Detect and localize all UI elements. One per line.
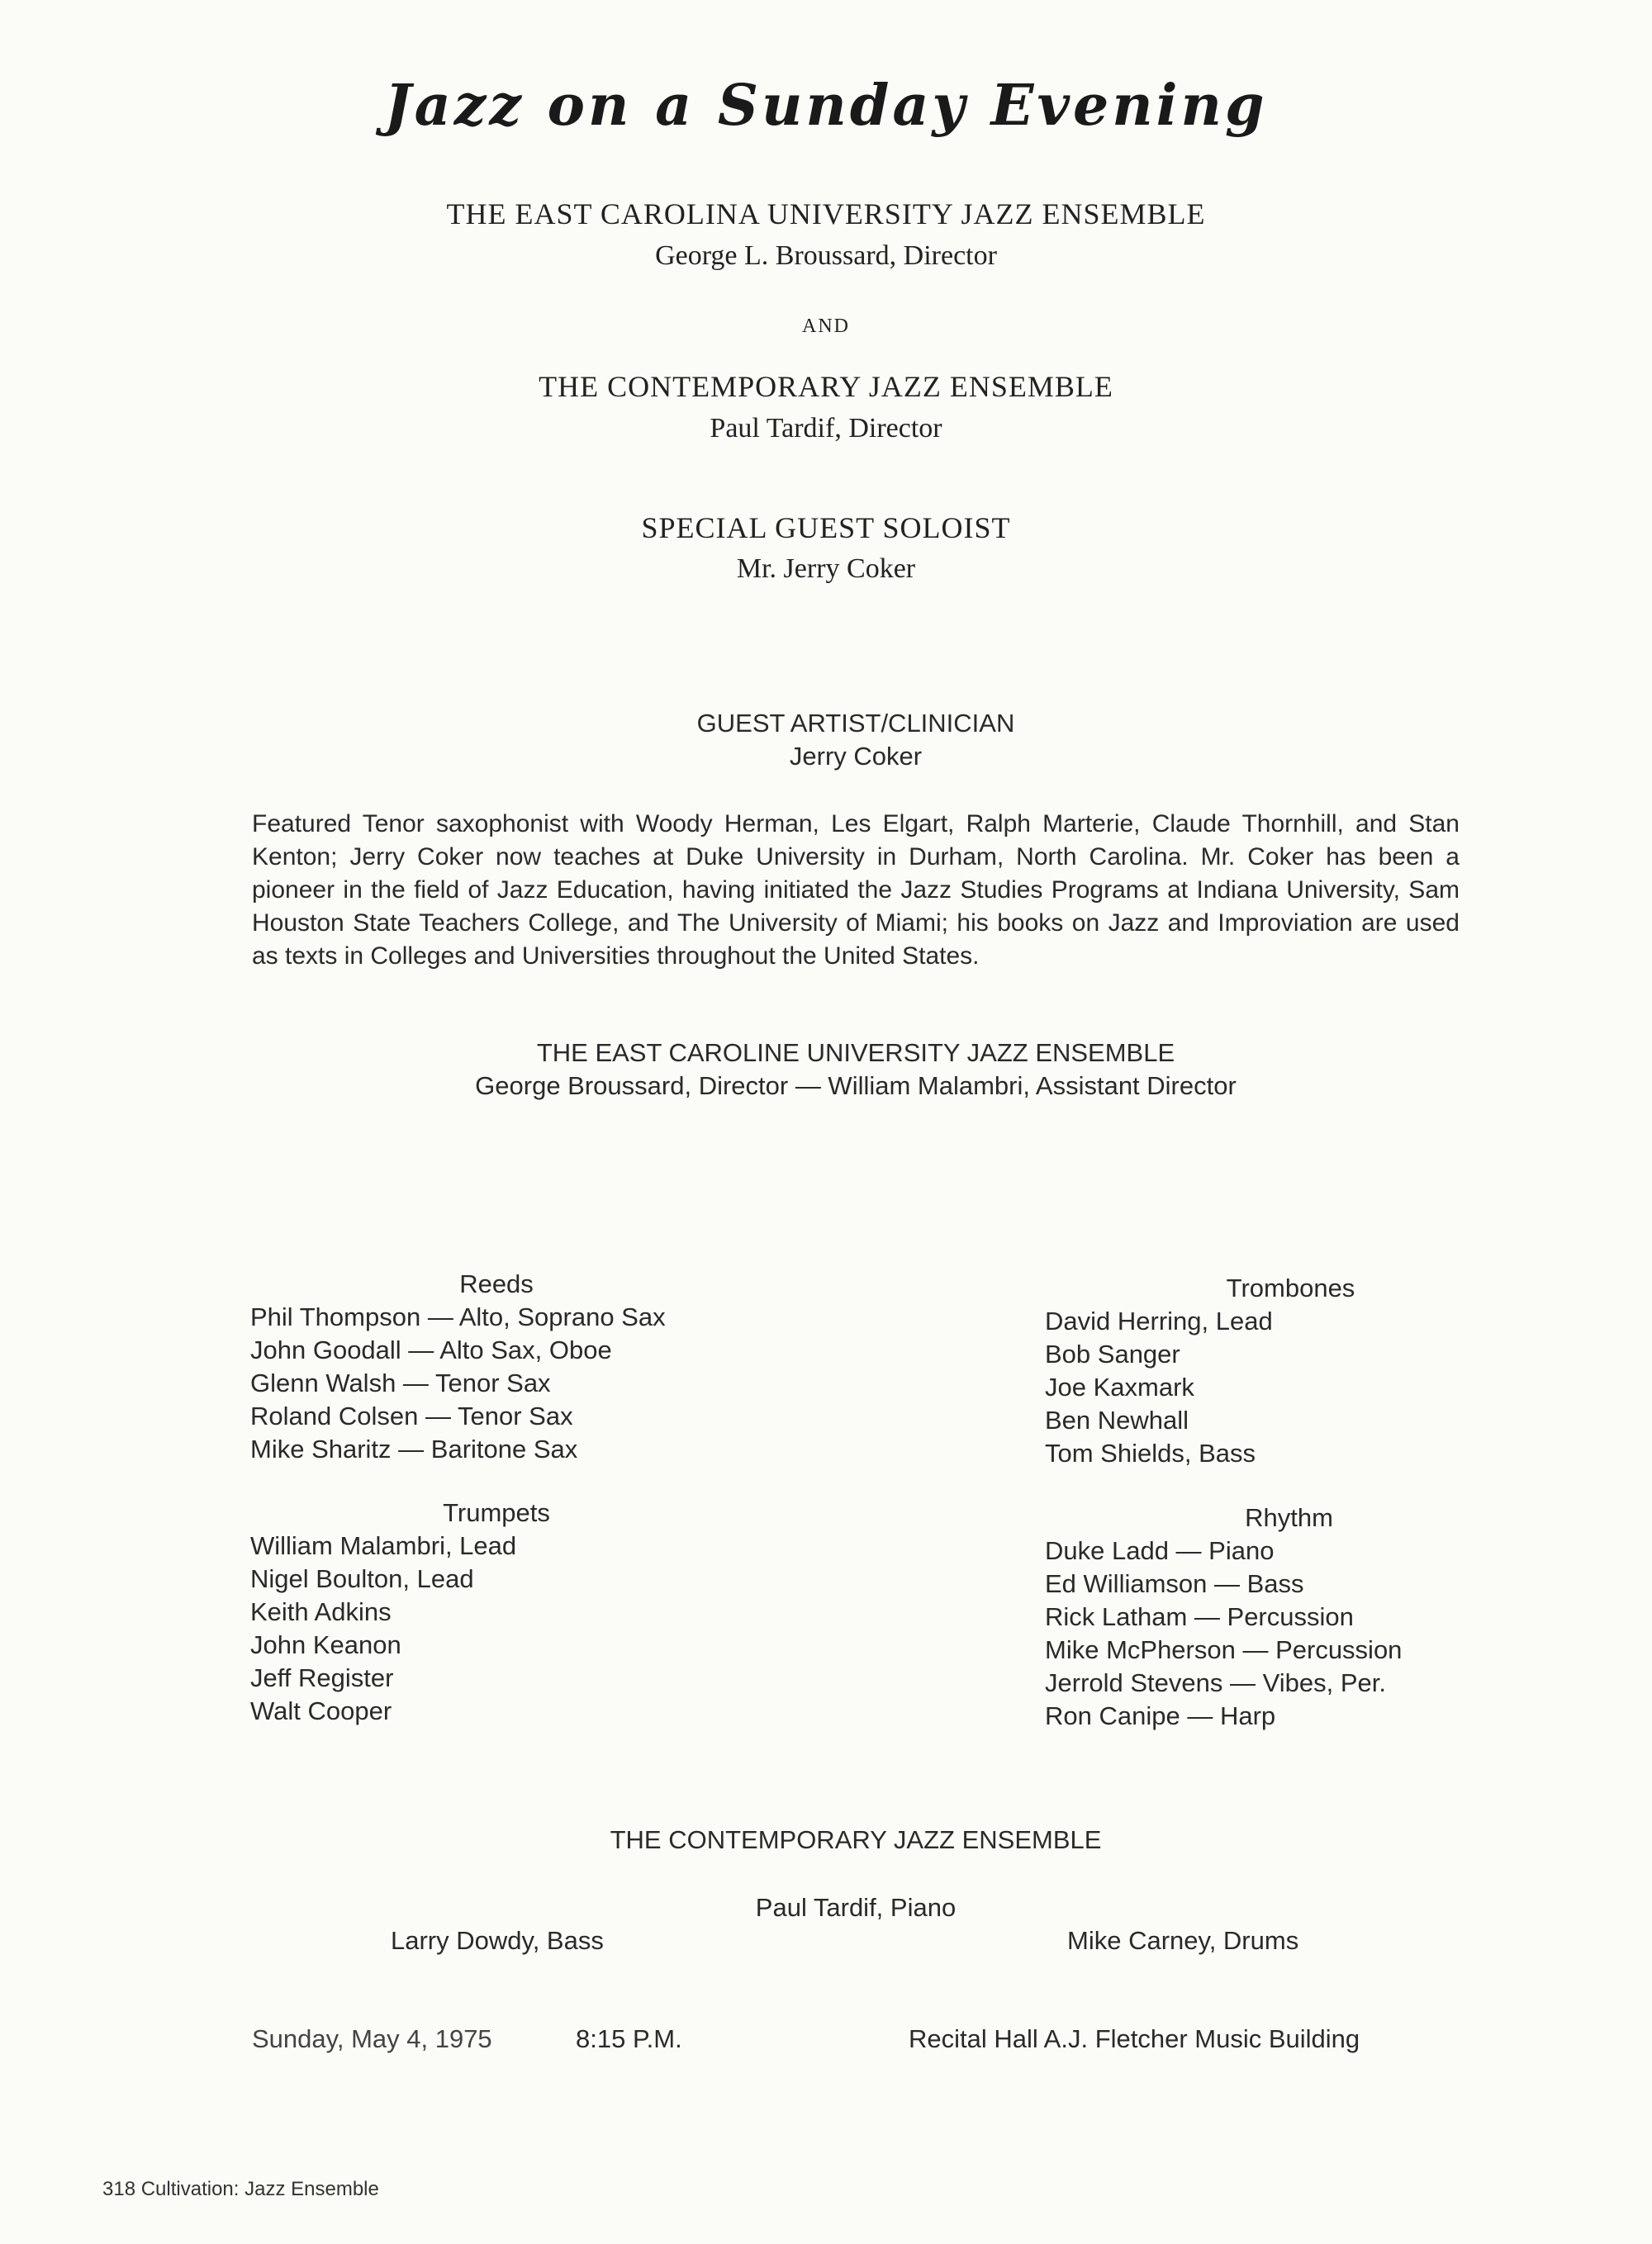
member-item: Ron Canipe — Harp [1045, 1701, 1276, 1730]
section-heading: Rhythm [1245, 1503, 1333, 1532]
guest-artist-name: Jerry Coker [789, 742, 923, 771]
member-item: Keith Adkins [250, 1597, 392, 1626]
member-item: Roland Colsen — Tenor Sax [250, 1402, 573, 1430]
member-list [1045, 1535, 1458, 1733]
member-item: Tom Shields, Bass [1045, 1439, 1256, 1468]
section-rhythm [1045, 1502, 1458, 1733]
member-item: Rick Latham — Percussion [1045, 1602, 1354, 1631]
member-item: Ed Williamson — Bass [1045, 1569, 1304, 1598]
section-trombones [1045, 1272, 1425, 1470]
section-heading: Reeds [459, 1269, 534, 1298]
guest-artist-heading: GUEST ARTIST/CLINICIAN [696, 709, 1015, 738]
special-guest-heading: SPECIAL GUEST SOLOIST [641, 511, 1011, 544]
member-list [250, 1301, 746, 1466]
member-item: Joe Kaxmark [1045, 1373, 1194, 1402]
member-item: Phil Thompson — Alto, Soprano Sax [250, 1302, 666, 1331]
section-heading: Trumpets [443, 1498, 550, 1527]
event-venue: Recital Hall A.J. Fletcher Music Building [909, 2024, 1360, 2053]
ensemble-title-ecu: THE EAST CAROLINA UNIVERSITY JAZZ ENSEMBLE [446, 197, 1206, 230]
section-trumpets [250, 1497, 746, 1728]
member-item: William Malambri, Lead [250, 1531, 517, 1560]
member-item: Mike McPherson — Percussion [1045, 1635, 1403, 1664]
event-date: Sunday, May 4, 1975 [252, 2024, 492, 2053]
member-item: Jerrold Stevens — Vibes, Per. [1045, 1668, 1386, 1697]
member-list [1045, 1305, 1425, 1470]
director-contemporary: Paul Tardif, Director [710, 413, 942, 444]
member-item: Glenn Walsh — Tenor Sax [250, 1369, 551, 1397]
event-time: 8:15 P.M. [576, 2024, 682, 2053]
guest-artist-bio: Featured Tenor saxophonist with Woody Herman, Les Elgart, Ralph Marterie, Claude Thornhill, and Stan Kenton; Jerry Coker now teaches at Duke University in Durham, North Carolina. Mr. Coker has been a pioneer in the field of Jazz Education, having initiated the Jazz Studies Programs at Indiana University, Sam Houston State Teachers College, and The University of Miami; his books on Jazz and Improviation are used as texts in Colleges and Universities throughout the United States. [252, 810, 1460, 970]
special-guest-name: Mr. Jerry Coker [736, 553, 916, 584]
page-title: Jazz on a Sunday Evening [384, 73, 1268, 139]
page-caption: 318 Cultivation: Jazz Ensemble [102, 2178, 379, 2200]
section-heading: Trombones [1226, 1274, 1355, 1302]
ecu-ensemble-heading: THE EAST CAROLINE UNIVERSITY JAZZ ENSEMBLE [536, 1038, 1175, 1067]
director-ecu: George L. Broussard, Director [655, 240, 997, 271]
member-item: Nigel Boulton, Lead [250, 1564, 474, 1593]
contemporary-heading: THE CONTEMPORARY JAZZ ENSEMBLE [610, 1825, 1102, 1854]
member-item: John Goodall — Alto Sax, Oboe [250, 1335, 612, 1364]
ecu-ensemble-directors: George Broussard, Director — William Malambri, Assistant Director [475, 1071, 1237, 1100]
member-item: David Herring, Lead [1045, 1307, 1273, 1335]
member-item: Jeff Register [250, 1663, 394, 1692]
member-item: Duke Ladd — Piano [1045, 1536, 1275, 1565]
contemporary-piano: Paul Tardif, Piano [755, 1893, 957, 1922]
member-item: Bob Sanger [1045, 1340, 1180, 1369]
member-list [250, 1530, 746, 1728]
member-item: John Keanon [250, 1630, 401, 1659]
and-connector: AND [802, 315, 850, 337]
contemporary-bass: Larry Dowdy, Bass [391, 1926, 604, 1955]
member-item: Walt Cooper [250, 1696, 392, 1725]
contemporary-drums: Mike Carney, Drums [1067, 1926, 1299, 1955]
member-item: Ben Newhall [1045, 1406, 1189, 1435]
member-item: Mike Sharitz — Baritone Sax [250, 1435, 578, 1464]
ensemble-title-contemporary: THE CONTEMPORARY JAZZ ENSEMBLE [539, 370, 1113, 403]
section-reeds [250, 1268, 746, 1466]
